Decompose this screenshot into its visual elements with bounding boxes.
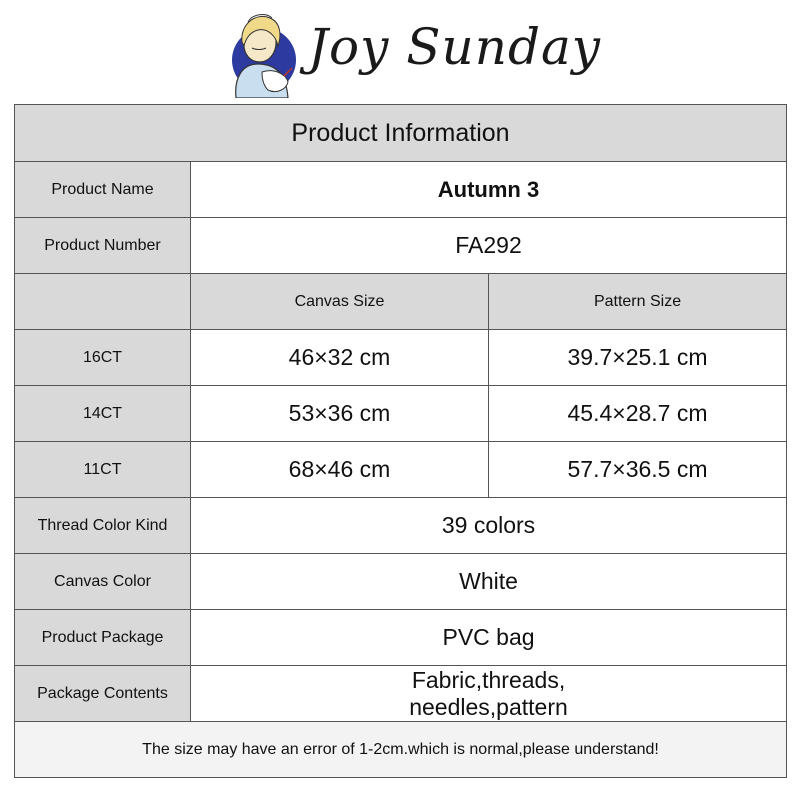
- product-info-table: [14, 104, 787, 778]
- size-row-16ct: [15, 330, 787, 386]
- pattern-size-value: 57.7×36.5 cm: [489, 442, 787, 498]
- size-error-note: The size may have an error of 1-2cm.which is normal,please understand!: [15, 722, 787, 778]
- thread-color-value: 39 colors: [191, 498, 787, 554]
- canvas-color-row: [15, 554, 787, 610]
- product-number-value: FA292: [191, 218, 787, 274]
- embroidery-woman-logo: [222, 2, 302, 98]
- contents-label: Package Contents: [15, 666, 191, 722]
- size-header-blank: [15, 274, 191, 330]
- package-row: [15, 610, 787, 666]
- table-title: Product Information: [15, 105, 787, 162]
- size-header-row: [15, 274, 787, 330]
- contents-value: [191, 666, 787, 722]
- canvas-size-value: 53×36 cm: [191, 386, 489, 442]
- product-name-value: Autumn 3: [191, 162, 787, 218]
- canvas-size-value: 68×46 cm: [191, 442, 489, 498]
- count-label: 16CT: [15, 330, 191, 386]
- count-label: 14CT: [15, 386, 191, 442]
- thread-color-label: Thread Color Kind: [15, 498, 191, 554]
- pattern-size-value: 45.4×28.7 cm: [489, 386, 787, 442]
- canvas-size-header: Canvas Size: [191, 274, 489, 330]
- brand-name: Joy Sunday: [308, 18, 602, 76]
- size-row-11ct: [15, 442, 787, 498]
- product-name-label: Product Name: [15, 162, 191, 218]
- product-name-row: [15, 162, 787, 218]
- count-label: 11CT: [15, 442, 191, 498]
- pattern-size-value: 39.7×25.1 cm: [489, 330, 787, 386]
- thread-color-row: [15, 498, 787, 554]
- contents-line: needles,pattern: [409, 693, 568, 720]
- package-label: Product Package: [15, 610, 191, 666]
- size-row-14ct: [15, 386, 787, 442]
- brand-header: [0, 0, 800, 100]
- contents-line: Fabric,threads,: [411, 666, 566, 693]
- product-number-label: Product Number: [15, 218, 191, 274]
- note-row: [15, 722, 787, 778]
- contents-row: [15, 666, 787, 722]
- canvas-size-value: 46×32 cm: [191, 330, 489, 386]
- canvas-color-value: White: [191, 554, 787, 610]
- title-row: [15, 105, 787, 162]
- canvas-color-label: Canvas Color: [15, 554, 191, 610]
- package-value: PVC bag: [191, 610, 787, 666]
- pattern-size-header: Pattern Size: [489, 274, 787, 330]
- product-number-row: [15, 218, 787, 274]
